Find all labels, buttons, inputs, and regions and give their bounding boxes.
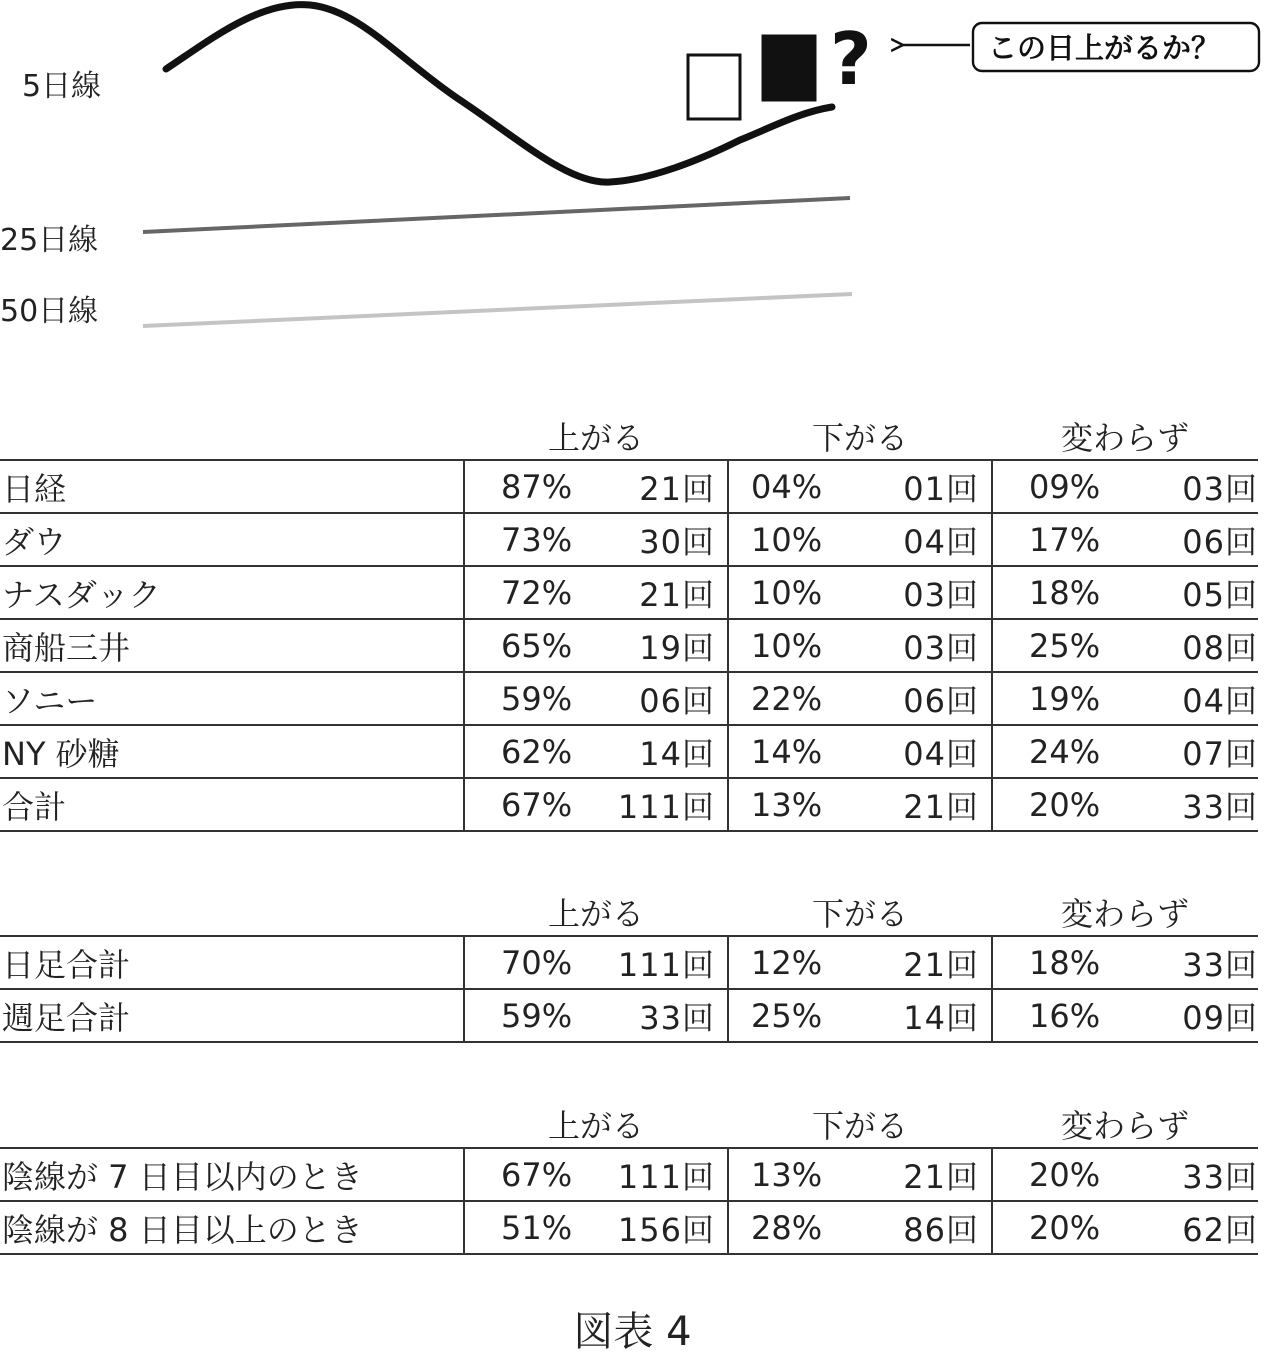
flat-count: 07回: [1182, 734, 1258, 773]
table-header-row: [0, 888, 1258, 936]
flat-percent: 16%: [1029, 996, 1101, 1035]
table-row: [0, 989, 1258, 1042]
cell-up-content: [465, 1205, 727, 1251]
table-row: [0, 936, 1258, 989]
table-row: [0, 619, 1258, 672]
up-percent: 59%: [501, 679, 573, 718]
down-count: 21回: [903, 1157, 979, 1196]
black-candle: [763, 36, 815, 100]
cell-down: [728, 619, 992, 672]
table-row: [0, 460, 1258, 513]
cell-flat: [992, 460, 1258, 513]
cell-down-content: [729, 623, 991, 669]
cell-down-content: [729, 676, 991, 722]
cell-down: [728, 1148, 992, 1201]
cell-flat: [992, 566, 1258, 619]
cell-down: [728, 989, 992, 1042]
down-percent: 25%: [751, 996, 823, 1035]
up-percent: 59%: [501, 996, 573, 1035]
header-empty: [0, 1100, 464, 1148]
down-count: 03回: [903, 575, 979, 614]
down-count: 14回: [903, 998, 979, 1037]
up-percent: 67%: [501, 785, 573, 824]
flat-percent: 18%: [1029, 943, 1101, 982]
row-label: 陰線が 8 日目以上のとき: [0, 1201, 464, 1254]
ma-25-line: [143, 198, 850, 232]
flat-count: 03回: [1182, 469, 1258, 508]
cell-down: [728, 725, 992, 778]
cell-up-content: [465, 623, 727, 669]
up-percent: 70%: [501, 943, 573, 982]
cell-flat: [992, 936, 1258, 989]
ma-25-label: 25日線: [0, 223, 99, 258]
flat-percent: 20%: [1029, 1155, 1101, 1194]
up-count: 111回: [617, 787, 715, 826]
cell-flat-content: [993, 570, 1258, 616]
up-percent: 87%: [501, 467, 573, 506]
cell-down-content: [729, 464, 991, 510]
down-count: 04回: [903, 734, 979, 773]
cell-up: [464, 1201, 728, 1254]
flat-count: 04回: [1182, 681, 1258, 720]
up-percent: 72%: [501, 573, 573, 612]
down-percent: 22%: [751, 679, 823, 718]
flat-count: 09回: [1182, 998, 1258, 1037]
header-flat: 変わらず: [1060, 1106, 1189, 1145]
header-down: 下がる: [811, 418, 908, 457]
cell-up-content: [465, 464, 727, 510]
cell-flat-content: [993, 940, 1258, 986]
row-label: 合計: [0, 778, 464, 831]
header-flat: 変わらず: [1060, 418, 1189, 457]
row-label: ナスダック: [0, 566, 464, 619]
table-row: [0, 725, 1258, 778]
flat-count: 06回: [1182, 522, 1258, 561]
chart-canvas: [0, 0, 1265, 360]
header-up: 上がる: [547, 418, 644, 457]
table-row: [0, 778, 1258, 831]
up-count: 30回: [639, 522, 715, 561]
cell-up: [464, 936, 728, 989]
up-count: 33回: [639, 998, 715, 1037]
down-percent: 04%: [751, 467, 823, 506]
flat-percent: 20%: [1029, 785, 1101, 824]
figure-caption: 図表 4: [573, 1309, 692, 1355]
cell-up: [464, 566, 728, 619]
cell-flat-content: [993, 1152, 1258, 1198]
cell-down: [728, 566, 992, 619]
cell-flat-content: [993, 993, 1258, 1039]
table-row: [0, 513, 1258, 566]
down-percent: 13%: [751, 1155, 823, 1194]
row-label: 陰線が 7 日目以内のとき: [0, 1148, 464, 1201]
cell-up: [464, 725, 728, 778]
annotation-text: この日上がるか？: [988, 31, 1221, 65]
up-count: 21回: [639, 469, 715, 508]
flat-percent: 19%: [1029, 679, 1101, 718]
cell-flat: [992, 513, 1258, 566]
cell-down-content: [729, 782, 991, 828]
cell-flat-content: [993, 517, 1258, 563]
cell-flat: [992, 725, 1258, 778]
down-count: 21回: [903, 945, 979, 984]
stats-table-by-bearish-day: [0, 1100, 1258, 1255]
cell-up-content: [465, 940, 727, 986]
stats-table-by-instrument: [0, 412, 1258, 832]
cell-flat-content: [993, 464, 1258, 510]
cell-up: [464, 513, 728, 566]
cell-up: [464, 778, 728, 831]
flat-count: 08回: [1182, 628, 1258, 667]
white-candle: [688, 55, 740, 119]
cell-flat: [992, 672, 1258, 725]
down-count: 86回: [903, 1210, 979, 1249]
flat-count: 33回: [1182, 787, 1258, 826]
table-row: [0, 672, 1258, 725]
ma-50-line: [143, 294, 852, 326]
flat-percent: 20%: [1029, 1208, 1101, 1247]
up-percent: 62%: [501, 732, 573, 771]
cell-flat-content: [993, 676, 1258, 722]
cell-flat: [992, 619, 1258, 672]
cell-down: [728, 672, 992, 725]
cell-up-content: [465, 676, 727, 722]
cell-up-content: [465, 1152, 727, 1198]
cell-down: [728, 936, 992, 989]
cell-down-content: [729, 517, 991, 563]
up-count: 111回: [617, 1157, 715, 1196]
cell-down: [728, 460, 992, 513]
table-row: [0, 1148, 1258, 1201]
ma-5-label: 5日線: [22, 69, 102, 104]
cell-up: [464, 989, 728, 1042]
header-down: 下がる: [811, 1106, 908, 1145]
row-label: 商船三井: [0, 619, 464, 672]
cell-down-content: [729, 1205, 991, 1251]
table-row: [0, 566, 1258, 619]
cell-up: [464, 460, 728, 513]
table-header-row: [0, 1100, 1258, 1148]
header-up: 上がる: [547, 1106, 644, 1145]
up-count: 06回: [639, 681, 715, 720]
flat-percent: 24%: [1029, 732, 1101, 771]
cell-flat-content: [993, 623, 1258, 669]
cell-down: [728, 778, 992, 831]
down-percent: 10%: [751, 626, 823, 665]
moving-average-illustration: [0, 0, 1265, 360]
down-percent: 14%: [751, 732, 823, 771]
down-percent: 10%: [751, 573, 823, 612]
cell-flat-content: [993, 729, 1258, 775]
down-count: 06回: [903, 681, 979, 720]
cell-up-content: [465, 517, 727, 563]
down-count: 04回: [903, 522, 979, 561]
cell-down-content: [729, 570, 991, 616]
question-mark: ?: [830, 17, 872, 101]
down-count: 21回: [903, 787, 979, 826]
header-down: 下がる: [811, 894, 908, 933]
down-percent: 12%: [751, 943, 823, 982]
up-count: 111回: [617, 945, 715, 984]
up-count: 19回: [639, 628, 715, 667]
up-percent: 73%: [501, 520, 573, 559]
cell-up-content: [465, 729, 727, 775]
header-up: 上がる: [547, 894, 644, 933]
flat-count: 62回: [1182, 1210, 1258, 1249]
cell-down: [728, 513, 992, 566]
up-count: 156回: [617, 1210, 715, 1249]
cell-flat-content: [993, 782, 1258, 828]
up-percent: 51%: [501, 1208, 573, 1247]
row-label: 日足合計: [0, 936, 464, 989]
flat-count: 05回: [1182, 575, 1258, 614]
down-count: 03回: [903, 628, 979, 667]
flat-percent: 25%: [1029, 626, 1101, 665]
cell-up: [464, 619, 728, 672]
cell-flat: [992, 1148, 1258, 1201]
stats-table-by-timeframe: [0, 888, 1258, 1043]
up-percent: 67%: [501, 1155, 573, 1194]
cell-flat: [992, 778, 1258, 831]
cell-up-content: [465, 993, 727, 1039]
cell-down-content: [729, 940, 991, 986]
cell-down-content: [729, 729, 991, 775]
row-label: ソニー: [0, 672, 464, 725]
row-label: 週足合計: [0, 989, 464, 1042]
flat-count: 33回: [1182, 945, 1258, 984]
table-row: [0, 1201, 1258, 1254]
header-empty: [0, 412, 464, 460]
cell-up-content: [465, 782, 727, 828]
flat-percent: 18%: [1029, 573, 1101, 612]
down-percent: 10%: [751, 520, 823, 559]
cell-flat: [992, 989, 1258, 1042]
down-percent: 28%: [751, 1208, 823, 1247]
down-percent: 13%: [751, 785, 823, 824]
row-label: NY 砂糖: [0, 725, 464, 778]
cell-down: [728, 1201, 992, 1254]
up-percent: 65%: [501, 626, 573, 665]
ma-50-label: 50日線: [0, 294, 99, 329]
flat-count: 33回: [1182, 1157, 1258, 1196]
cell-up: [464, 1148, 728, 1201]
cell-up: [464, 672, 728, 725]
cell-up-content: [465, 570, 727, 616]
cell-flat-content: [993, 1205, 1258, 1251]
row-label: ダウ: [0, 513, 464, 566]
header-flat: 変わらず: [1060, 894, 1189, 933]
up-count: 14回: [639, 734, 715, 773]
down-count: 01回: [903, 469, 979, 508]
table-header-row: [0, 412, 1258, 460]
flat-percent: 17%: [1029, 520, 1101, 559]
row-label: 日経: [0, 460, 464, 513]
up-count: 21回: [639, 575, 715, 614]
cell-down-content: [729, 1152, 991, 1198]
cell-down-content: [729, 993, 991, 1039]
flat-percent: 09%: [1029, 467, 1101, 506]
cell-flat: [992, 1201, 1258, 1254]
header-empty: [0, 888, 464, 936]
